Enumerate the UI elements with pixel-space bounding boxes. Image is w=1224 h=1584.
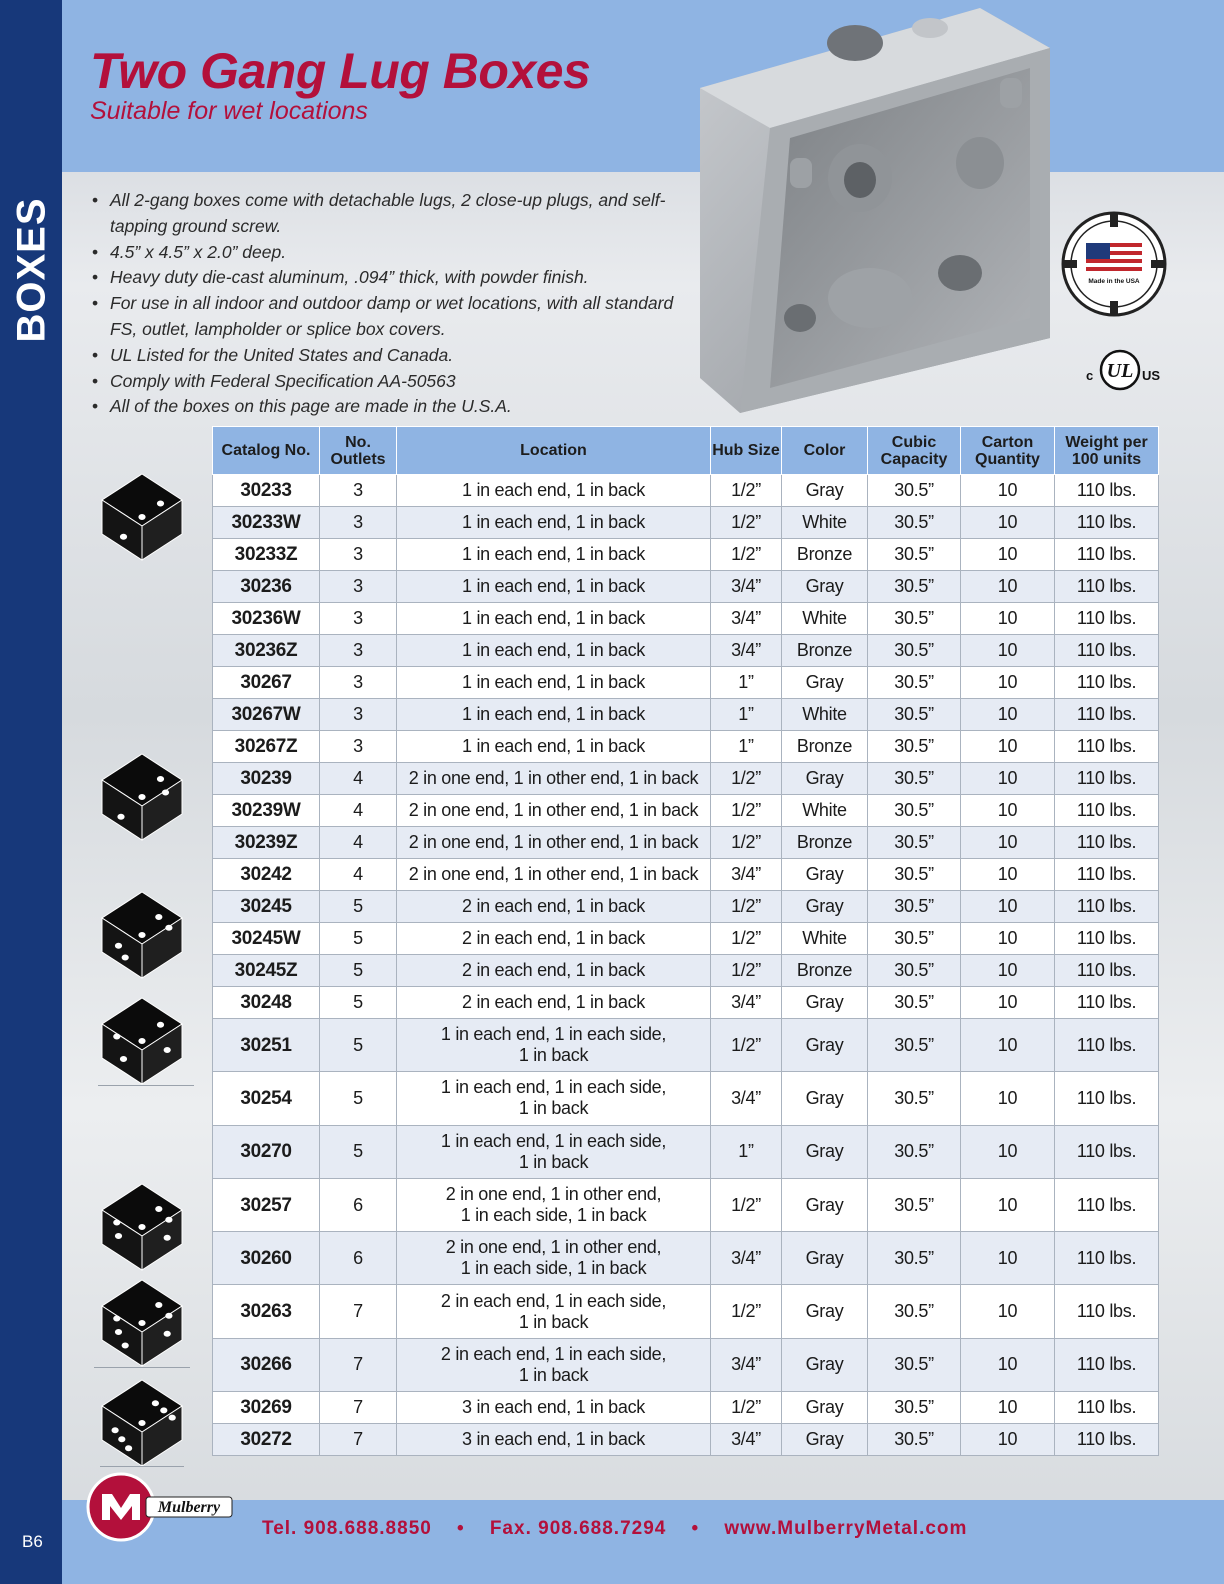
cell-color: Gray [782,571,868,603]
cell-location: 2 in each end, 1 in each side, 1 in back [397,1285,711,1338]
cell-outlets: 4 [320,795,397,827]
cell-cubic: 30.5” [868,507,961,539]
cell-weight: 110 lbs. [1055,859,1159,891]
cell-carton: 10 [961,955,1055,987]
cell-color: Gray [782,987,868,1019]
cell-catalog: 30270 [213,1125,320,1178]
cell-weight: 110 lbs. [1055,1285,1159,1338]
divider [98,1085,194,1086]
cell-catalog: 30239Z [213,827,320,859]
table-row [213,571,1159,603]
table-row [213,763,1159,795]
cell-hub: 1” [711,667,782,699]
cell-color: Gray [782,1125,868,1178]
cell-hub: 1/2” [711,955,782,987]
cell-cubic: 30.5” [868,1019,961,1072]
cell-weight: 110 lbs. [1055,475,1159,507]
page-title: Two Gang Lug Boxes [90,43,591,99]
cell-outlets: 3 [320,731,397,763]
cell-weight: 110 lbs. [1055,539,1159,571]
cell-color: Gray [782,1285,868,1338]
divider [100,1466,184,1467]
cell-cubic: 30.5” [868,731,961,763]
cell-hub: 1/2” [711,507,782,539]
separator: • [457,1518,465,1539]
cell-carton: 10 [961,1285,1055,1338]
header-carton-quantity: Carton Quantity [961,427,1055,475]
cell-weight: 110 lbs. [1055,507,1159,539]
cell-location: 1 in each end, 1 in back [397,571,711,603]
table-row [213,731,1159,763]
cell-color: Gray [782,1392,868,1424]
box-diagram-icon [100,996,184,1086]
feature-item: • All of the boxes on this page are made in the U.S.A. [92,394,692,420]
cell-catalog: 30233Z [213,539,320,571]
cell-color: White [782,699,868,731]
cell-outlets: 5 [320,923,397,955]
svg-text:UL: UL [1106,360,1134,382]
table-row [213,699,1159,731]
cell-carton: 10 [961,1125,1055,1178]
divider [94,1367,190,1368]
feature-item: • Comply with Federal Specification AA-50563 [92,369,692,395]
cell-location: 2 in one end, 1 in other end, 1 in each side, 1 in back [397,1178,711,1231]
cell-carton: 10 [961,891,1055,923]
cell-carton: 10 [961,603,1055,635]
cell-location: 1 in each end, 1 in back [397,699,711,731]
table-row [213,795,1159,827]
cell-location: 2 in one end, 1 in other end, 1 in back [397,827,711,859]
cell-catalog: 30267 [213,667,320,699]
feature-item: • UL Listed for the United States and Canada. [92,343,692,369]
spec-table [212,426,1159,1456]
section-label [10,190,54,350]
cell-catalog: 30269 [213,1392,320,1424]
box-diagram-icon [100,1378,184,1468]
cell-cubic: 30.5” [868,603,961,635]
cell-location: 1 in each end, 1 in each side, 1 in back [397,1125,711,1178]
svg-text:c: c [1086,368,1094,383]
cell-outlets: 7 [320,1392,397,1424]
cell-hub: 1/2” [711,827,782,859]
cell-color: Gray [782,1424,868,1456]
cell-catalog: 30248 [213,987,320,1019]
website-link[interactable]: www.MulberryMetal.com [724,1518,968,1539]
cell-cubic: 30.5” [868,891,961,923]
cell-hub: 3/4” [711,1232,782,1285]
cell-outlets: 5 [320,1072,397,1125]
cell-catalog: 30242 [213,859,320,891]
cell-location: 3 in each end, 1 in back [397,1424,711,1456]
cell-hub: 3/4” [711,1338,782,1391]
cell-location: 1 in each end, 1 in back [397,635,711,667]
cell-weight: 110 lbs. [1055,1072,1159,1125]
cell-weight: 110 lbs. [1055,667,1159,699]
cell-outlets: 7 [320,1338,397,1391]
table-row [213,1178,1159,1231]
table-row [213,635,1159,667]
cell-hub: 3/4” [711,987,782,1019]
cell-hub: 3/4” [711,635,782,667]
header-catalog: Catalog No. [213,427,320,475]
logo-text: Mulberry [157,1499,221,1516]
cell-carton: 10 [961,1424,1055,1456]
cell-outlets: 5 [320,1125,397,1178]
usa-badge-text: Made in the USA [1088,278,1140,285]
cell-cubic: 30.5” [868,859,961,891]
cell-weight: 110 lbs. [1055,1019,1159,1072]
cell-color: Bronze [782,539,868,571]
cell-cubic: 30.5” [868,571,961,603]
cell-color: Gray [782,475,868,507]
cell-cubic: 30.5” [868,827,961,859]
cell-location: 2 in each end, 1 in back [397,923,711,955]
cell-cubic: 30.5” [868,1392,961,1424]
cell-outlets: 5 [320,1019,397,1072]
cell-carton: 10 [961,1232,1055,1285]
cell-carton: 10 [961,795,1055,827]
table-row [213,1338,1159,1391]
page-subtitle: Suitable for wet locations [90,97,368,125]
cell-weight: 110 lbs. [1055,1232,1159,1285]
phone-number: Tel. 908.688.8850 [262,1518,432,1539]
cell-catalog: 30263 [213,1285,320,1338]
cell-weight: 110 lbs. [1055,1392,1159,1424]
page-number: B6 [22,1532,43,1551]
feature-item: • Heavy duty die-cast aluminum, .094” thick, with powder finish. [92,265,692,291]
cell-color: Bronze [782,731,868,763]
cell-hub: 1” [711,1125,782,1178]
cell-carton: 10 [961,475,1055,507]
cell-cubic: 30.5” [868,635,961,667]
cell-weight: 110 lbs. [1055,1178,1159,1231]
cell-carton: 10 [961,1178,1055,1231]
cell-color: Gray [782,1338,868,1391]
cell-color: Gray [782,859,868,891]
table-row [213,859,1159,891]
ul-listed-icon [1080,345,1160,395]
cell-catalog: 30245 [213,891,320,923]
header-hub-size: Hub Size [711,427,782,475]
cell-outlets: 3 [320,635,397,667]
cell-carton: 10 [961,731,1055,763]
box-diagram-icon [100,752,184,842]
footer-band [62,1500,1224,1584]
cell-catalog: 30254 [213,1072,320,1125]
cell-cubic: 30.5” [868,795,961,827]
cell-hub: 3/4” [711,571,782,603]
cell-weight: 110 lbs. [1055,795,1159,827]
cell-weight: 110 lbs. [1055,1338,1159,1391]
cell-weight: 110 lbs. [1055,699,1159,731]
cell-hub: 1/2” [711,795,782,827]
table-row [213,1285,1159,1338]
cell-color: White [782,923,868,955]
cell-hub: 1/2” [711,1285,782,1338]
cell-hub: 1/2” [711,1392,782,1424]
feature-item: • 4.5” x 4.5” x 2.0” deep. [92,240,692,266]
cell-cubic: 30.5” [868,987,961,1019]
cell-carton: 10 [961,635,1055,667]
cell-location: 2 in each end, 1 in back [397,891,711,923]
section-label-text: BOXES [9,197,54,343]
table-row [213,1019,1159,1072]
table-row [213,955,1159,987]
cell-carton: 10 [961,827,1055,859]
box-diagram-icon [100,472,184,562]
cell-carton: 10 [961,699,1055,731]
cell-weight: 110 lbs. [1055,1424,1159,1456]
cell-weight: 110 lbs. [1055,955,1159,987]
cell-carton: 10 [961,987,1055,1019]
header-location: Location [397,427,711,475]
cell-cubic: 30.5” [868,955,961,987]
cell-color: White [782,603,868,635]
cell-color: Bronze [782,827,868,859]
cell-weight: 110 lbs. [1055,827,1159,859]
table-row [213,923,1159,955]
made-in-usa-badge [1060,210,1168,318]
cell-carton: 10 [961,667,1055,699]
feature-item: • For use in all indoor and outdoor damp or wet locations, with all standard FS, outlet, lampholder or splice box covers. [92,291,692,343]
cell-color: Gray [782,1178,868,1231]
product-photo [700,8,1060,418]
cell-cubic: 30.5” [868,1285,961,1338]
cell-hub: 3/4” [711,1072,782,1125]
cell-location: 1 in each end, 1 in back [397,475,711,507]
cell-outlets: 3 [320,667,397,699]
cell-hub: 1” [711,699,782,731]
cell-catalog: 30251 [213,1019,320,1072]
cell-catalog: 30257 [213,1178,320,1231]
table-row [213,1392,1159,1424]
cell-location: 2 in one end, 1 in other end, 1 in back [397,763,711,795]
cell-cubic: 30.5” [868,763,961,795]
header-weight: Weight per 100 units [1055,427,1159,475]
cell-carton: 10 [961,1392,1055,1424]
cell-outlets: 3 [320,507,397,539]
cell-cubic: 30.5” [868,539,961,571]
cell-location: 2 in each end, 1 in each side, 1 in back [397,1338,711,1391]
cell-location: 1 in each end, 1 in back [397,667,711,699]
cell-carton: 10 [961,571,1055,603]
cell-hub: 1/2” [711,923,782,955]
table-row [213,827,1159,859]
cell-catalog: 30245W [213,923,320,955]
cell-location: 1 in each end, 1 in back [397,731,711,763]
separator: • [691,1518,700,1539]
cell-outlets: 5 [320,955,397,987]
cell-outlets: 3 [320,539,397,571]
cell-outlets: 3 [320,475,397,507]
table-row [213,475,1159,507]
feature-item: • All 2-gang boxes come with detachable lugs, 2 close-up plugs, and self-tapping ground screw. [92,188,692,240]
cell-hub: 1/2” [711,1019,782,1072]
table-header-row [213,427,1159,475]
cell-cubic: 30.5” [868,667,961,699]
cell-catalog: 30245Z [213,955,320,987]
cell-location: 2 in one end, 1 in other end, 1 in back [397,859,711,891]
cell-cubic: 30.5” [868,1125,961,1178]
cell-cubic: 30.5” [868,1072,961,1125]
cell-location: 2 in each end, 1 in back [397,987,711,1019]
cell-weight: 110 lbs. [1055,731,1159,763]
cell-hub: 3/4” [711,859,782,891]
cell-carton: 10 [961,763,1055,795]
feature-list [92,188,692,420]
box-diagram-icon [100,1278,184,1368]
cell-carton: 10 [961,539,1055,571]
table-row [213,891,1159,923]
table-row [213,1424,1159,1456]
cell-outlets: 4 [320,859,397,891]
cell-cubic: 30.5” [868,1338,961,1391]
cell-catalog: 30260 [213,1232,320,1285]
table-row [213,1072,1159,1125]
cell-weight: 110 lbs. [1055,1125,1159,1178]
header-color: Color [782,427,868,475]
table-row [213,1125,1159,1178]
cell-outlets: 4 [320,827,397,859]
cell-weight: 110 lbs. [1055,923,1159,955]
fax-number: Fax. 908.688.7294 [489,1518,667,1539]
cell-hub: 1/2” [711,1178,782,1231]
cell-cubic: 30.5” [868,1232,961,1285]
cell-color: Bronze [782,955,868,987]
box-diagram-icon [100,1182,184,1272]
spec-table-body [213,475,1159,1456]
cell-color: Gray [782,1232,868,1285]
cell-weight: 110 lbs. [1055,987,1159,1019]
cell-cubic: 30.5” [868,475,961,507]
cell-location: 1 in each end, 1 in back [397,603,711,635]
cell-outlets: 7 [320,1424,397,1456]
cell-carton: 10 [961,1338,1055,1391]
cell-location: 3 in each end, 1 in back [397,1392,711,1424]
cell-location: 1 in each end, 1 in each side, 1 in back [397,1072,711,1125]
cell-carton: 10 [961,1019,1055,1072]
cell-color: White [782,795,868,827]
table-row [213,603,1159,635]
cell-catalog: 30233 [213,475,320,507]
cell-location: 1 in each end, 1 in each side, 1 in back [397,1019,711,1072]
cell-cubic: 30.5” [868,699,961,731]
cell-carton: 10 [961,923,1055,955]
cell-location: 2 in each end, 1 in back [397,955,711,987]
table-row [213,507,1159,539]
cell-color: Gray [782,763,868,795]
cell-carton: 10 [961,1072,1055,1125]
cell-cubic: 30.5” [868,1424,961,1456]
cell-color: White [782,507,868,539]
table-row [213,1232,1159,1285]
header-cubic-capacity: Cubic Capacity [868,427,961,475]
cell-catalog: 30236 [213,571,320,603]
svg-text:US: US [1142,368,1160,383]
cell-hub: 1/2” [711,763,782,795]
cell-outlets: 5 [320,987,397,1019]
cell-catalog: 30239 [213,763,320,795]
cell-weight: 110 lbs. [1055,603,1159,635]
cell-hub: 1/2” [711,891,782,923]
cell-catalog: 30266 [213,1338,320,1391]
cell-hub: 3/4” [711,1424,782,1456]
cell-color: Gray [782,1019,868,1072]
table-row [213,667,1159,699]
cell-outlets: 4 [320,763,397,795]
cell-catalog: 30267W [213,699,320,731]
cell-outlets: 5 [320,891,397,923]
cell-location: 1 in each end, 1 in back [397,539,711,571]
cell-outlets: 3 [320,603,397,635]
cell-outlets: 3 [320,571,397,603]
cell-location: 1 in each end, 1 in back [397,507,711,539]
mulberry-logo [86,1472,236,1542]
cell-outlets: 7 [320,1285,397,1338]
table-row [213,539,1159,571]
cell-color: Bronze [782,635,868,667]
cell-hub: 1” [711,731,782,763]
cell-location: 2 in one end, 1 in other end, 1 in back [397,795,711,827]
cell-location: 2 in one end, 1 in other end, 1 in each side, 1 in back [397,1232,711,1285]
cell-weight: 110 lbs. [1055,571,1159,603]
sidebar [0,0,62,1584]
cell-cubic: 30.5” [868,1178,961,1231]
cell-weight: 110 lbs. [1055,635,1159,667]
cell-color: Gray [782,1072,868,1125]
cell-color: Gray [782,667,868,699]
box-diagram-icon [100,890,184,980]
contact-line [262,1518,967,1540]
cell-hub: 1/2” [711,539,782,571]
cell-catalog: 30267Z [213,731,320,763]
cell-catalog: 30239W [213,795,320,827]
cell-catalog: 30236Z [213,635,320,667]
cell-hub: 1/2” [711,475,782,507]
header-outlets: No. Outlets [320,427,397,475]
cell-outlets: 6 [320,1178,397,1231]
cell-color: Gray [782,891,868,923]
table-row [213,987,1159,1019]
cell-carton: 10 [961,507,1055,539]
cell-hub: 3/4” [711,603,782,635]
cell-cubic: 30.5” [868,923,961,955]
cell-catalog: 30233W [213,507,320,539]
us-flag-icon [1086,243,1142,273]
cell-carton: 10 [961,859,1055,891]
cell-outlets: 3 [320,699,397,731]
cell-outlets: 6 [320,1232,397,1285]
cell-catalog: 30272 [213,1424,320,1456]
cell-weight: 110 lbs. [1055,763,1159,795]
cell-catalog: 30236W [213,603,320,635]
cell-weight: 110 lbs. [1055,891,1159,923]
